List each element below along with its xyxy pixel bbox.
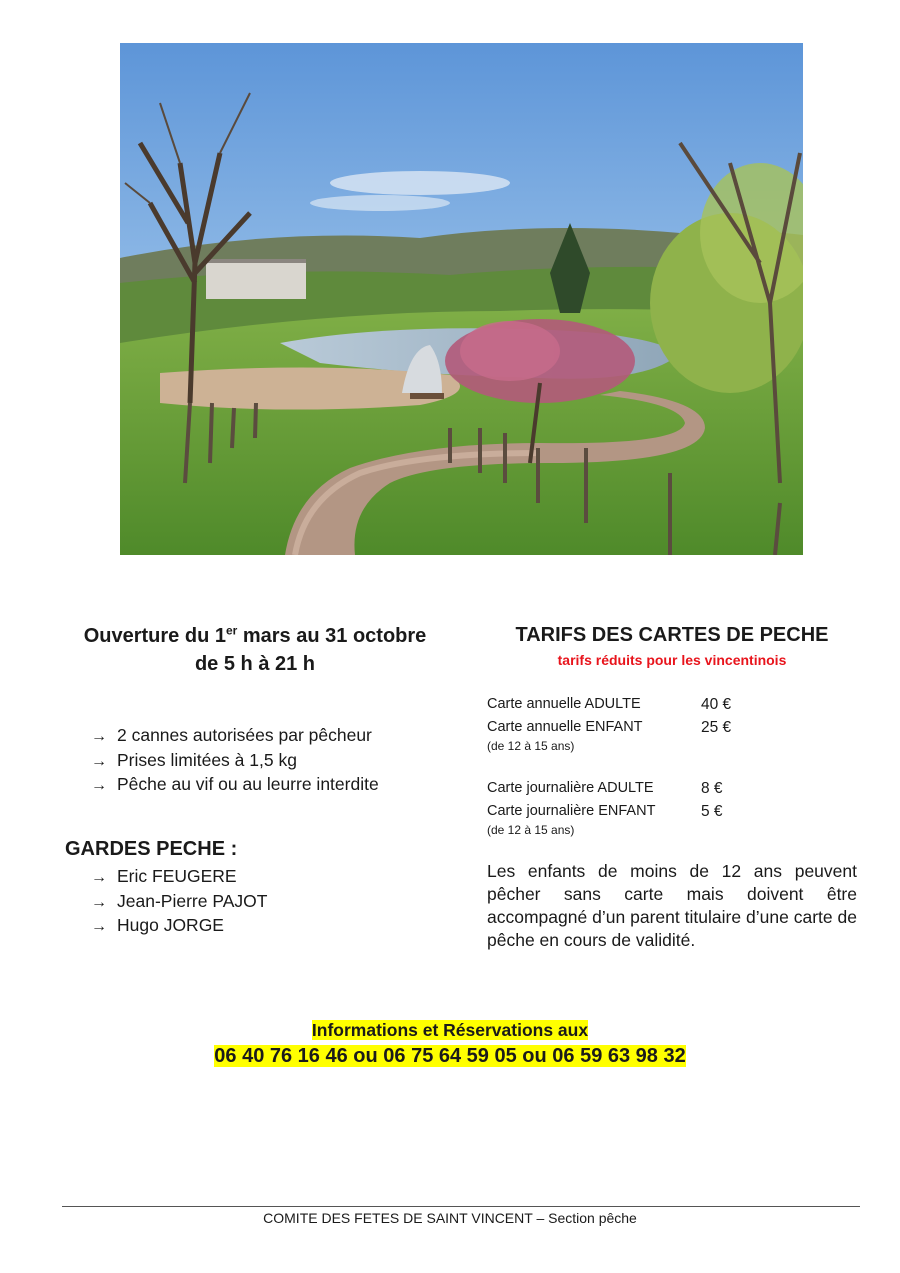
- tarifs-subtitle: tarifs réduits pour les vincentinois: [557, 652, 787, 668]
- age-range: (de 12 à 15 ans): [487, 823, 575, 837]
- opening-dates: Ouverture du 1er mars au 31 octobre: [83, 623, 427, 647]
- arrow-icon: →: [91, 728, 107, 745]
- info-section: [0, 1018, 900, 1070]
- list-item: → 2 cannes autorisées par pêcheur: [91, 724, 471, 749]
- age-range: (de 12 à 15 ans): [487, 739, 575, 753]
- arrow-icon: →: [91, 918, 107, 935]
- info-heading: Informations et Réservations aux: [311, 1020, 589, 1040]
- guards-title: GARDES PECHE :: [65, 838, 238, 860]
- list-item: → Pêche au vif ou au leurre interdite: [91, 773, 471, 798]
- children-note: Les enfants de moins de 12 ans peuvent pêcher sans carte mais doivent être accompagné d’un parent titulaire d’une carte de pêche en cours de validité.: [487, 861, 857, 950]
- arrow-icon: →: [91, 752, 107, 770]
- tarifs-title: TARIFS DES CARTES DE PECHE: [515, 624, 829, 646]
- list-item: → Prises limitées à 1,5 kg: [91, 749, 471, 774]
- footer-text: COMITE DES FETES DE SAINT VINCENT – Section pêche: [263, 1210, 637, 1226]
- opening-time: de 5 h à 21 h: [194, 653, 316, 675]
- list-item: → Eric FEUGERE: [91, 865, 267, 890]
- arrow-icon: →: [91, 777, 107, 794]
- rules-list: [91, 724, 471, 798]
- phone-numbers: 06 40 76 16 46 ou 06 75 64 59 05 ou 06 59 63 98 32: [214, 1045, 686, 1067]
- landscape-photo: [120, 43, 803, 555]
- guards-list: [91, 865, 267, 939]
- list-item: → Jean-Pierre PAJOT: [91, 890, 267, 915]
- arrow-icon: →: [91, 893, 107, 911]
- footer-divider: [62, 1206, 860, 1207]
- list-item: → Hugo JORGE: [91, 914, 267, 939]
- opening-section: [55, 622, 455, 935]
- opening-hours: [55, 622, 455, 678]
- arrow-icon: →: [91, 869, 107, 886]
